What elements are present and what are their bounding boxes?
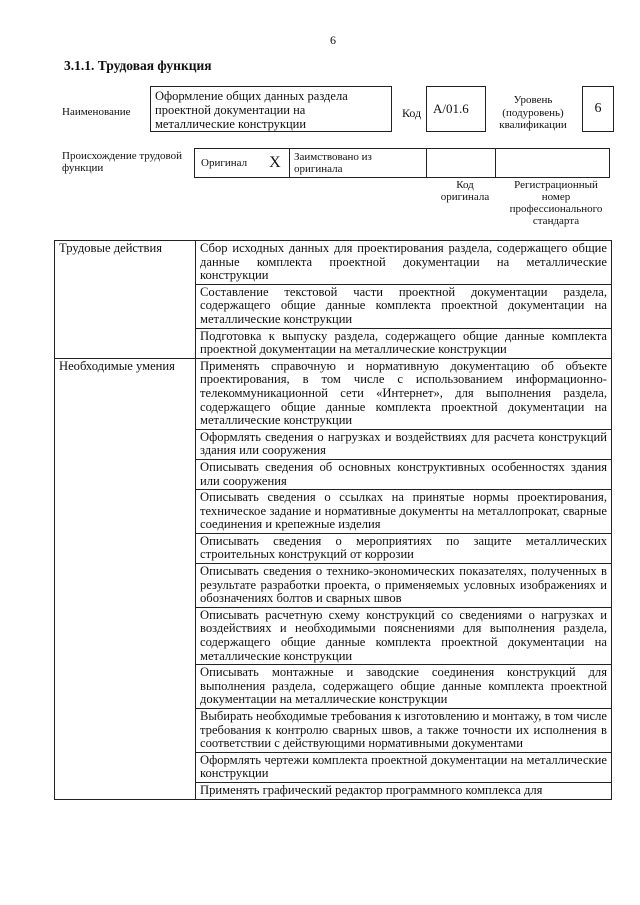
table-cell: Оформлять сведения о нагрузках и воздействиях для расчета конструкций здания или сооружения <box>196 429 612 459</box>
table-cell: Сбор исходных данных для проектирования раздела, содержащего общие данные комплекта проектной документации на металлические конструкции <box>196 241 612 285</box>
table-row <box>55 241 612 285</box>
table-cell: Описывать сведения о ссылках на принятые нормы проектирования, техническое задание и нормативные документы на металлопрокат, сварные соединения и крепежные изделия <box>196 490 612 534</box>
page-bottom-margin <box>0 833 640 905</box>
table-cell: Описывать сведения об основных конструктивных особенностях здания или сооружения <box>196 459 612 489</box>
page-number: 6 <box>330 33 336 47</box>
table-cell: Подготовка к выпуску раздела, содержащего общие данные комплекта проектной документации на металлические конструкции <box>196 328 612 358</box>
level-label: Уровень (подуровень) квалификации <box>499 94 567 131</box>
function-name-box: Оформление общих данных раздела проектной документации на металлические конструкции <box>150 86 392 132</box>
table-cell: Описывать сведения о мероприятиях по защите металлических строительных конструкций от коррозии <box>196 533 612 563</box>
table-cell: Оформлять чертежи комплекта проектной документации на металлические конструкции <box>196 752 612 782</box>
name-label: Наименование <box>62 106 131 118</box>
original-label: Оригинал <box>201 157 248 169</box>
table-cell: Описывать сведения о технико-экономических показателях, полученных в результате разработки проекта, о применяемых условных изображениях и обозначениях болтов и сварных швов <box>196 564 612 608</box>
borrowed-cell: Заимствовано из оригинала <box>289 148 427 178</box>
table-row <box>55 358 612 429</box>
original-mark: X <box>269 154 281 171</box>
table-cell: Описывать монтажные и заводские соединения конструкций для выполнения раздела, содержащего общие данные комплекта проектной документации на металлические конструкции <box>196 665 612 709</box>
original-cell <box>194 148 290 178</box>
table-cell: Описывать расчетную схему конструкций со сведениями о нагрузках и воздействиях и необходимыми пояснениями для выполнения раздела, содержащего общие данные комплекта проектной документации на металлические конструкции <box>196 607 612 664</box>
section-title: 3.1.1. Трудовая функция <box>64 58 212 73</box>
level-value-box: 6 <box>582 86 614 132</box>
origin-label: Происхождение трудовой функции <box>62 150 183 174</box>
registration-number-cell <box>495 148 610 178</box>
table-cell: Составление текстовой части проектной документации раздела, содержащего общие данные комплекта проектной документации на металлические конструкции <box>196 284 612 328</box>
table-cell: Применять справочную и нормативную документацию об объекте проектирования, в том числе с использованием информационно-телекоммуникационной сети «Интернет», для выполнения раздела, содержащего общие данные комплекта проектной документации на металлические конструкции <box>196 358 612 429</box>
registration-caption: Регистрационный номер профессионального стандарта <box>509 179 603 227</box>
table-cell: Применять графический редактор программного комплекса для <box>196 782 612 799</box>
group-heading: Трудовые действия <box>55 241 196 359</box>
functions-table <box>54 240 612 800</box>
original-code-cell <box>426 148 496 178</box>
function-code-box: А/01.6 <box>426 86 486 132</box>
code-label: Код <box>402 106 422 120</box>
group-heading: Необходимые умения <box>55 358 196 799</box>
origin-row <box>195 148 613 178</box>
code-caption: Код оригинала <box>440 179 490 203</box>
table-cell: Выбирать необходимые требования к изготовлению и монтажу, в том числе требования к контролю сварных швов, а также точности их исполнения в соответствии с действующими нормативными документами <box>196 709 612 753</box>
